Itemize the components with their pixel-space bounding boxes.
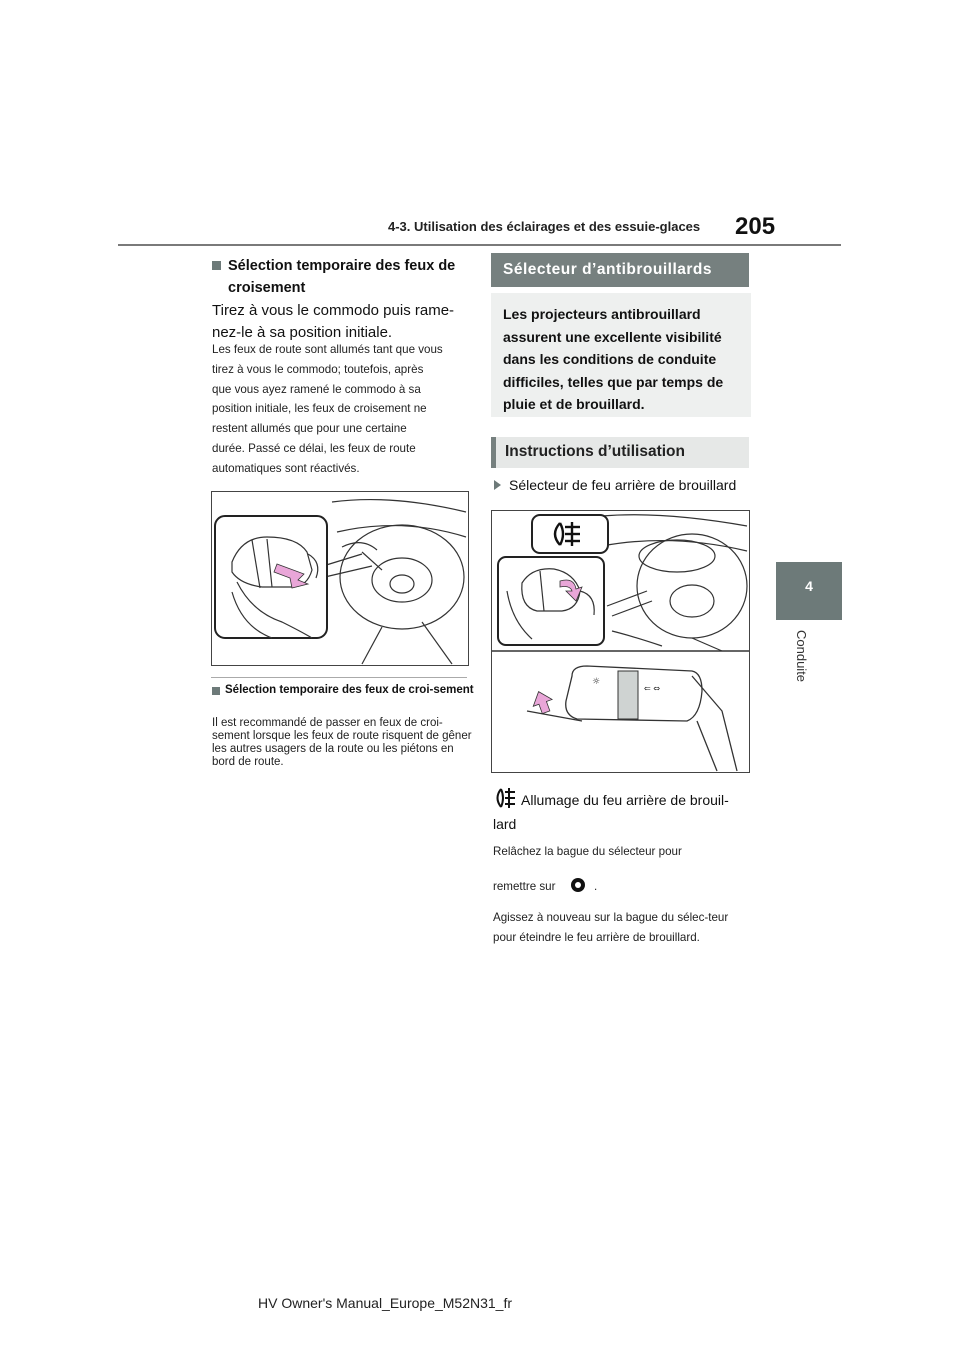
explanation-line: restent allumés que pour une certaine bbox=[212, 422, 407, 436]
note-heading-text: Sélection temporaire des feux de croi-sement bbox=[225, 684, 474, 696]
subsection-heading bbox=[491, 437, 749, 468]
explanation-line: position initiale, les feux de croisement ne bbox=[212, 402, 427, 416]
subsection-accent-bar bbox=[491, 437, 496, 468]
section-divider bbox=[211, 677, 467, 678]
release-ring-text-line2 bbox=[493, 876, 597, 894]
fog-light-description bbox=[493, 787, 763, 810]
header-rule bbox=[118, 244, 841, 246]
turn-off-text: Agissez à nouveau sur la bague du sélec-teur pour éteindre le feu arrière de brouillard. bbox=[493, 911, 729, 944]
svg-text:⇐ ⇔: ⇐ ⇔ bbox=[644, 684, 660, 693]
note-paragraph: Il est recommandé de passer en feux de croi-sement lorsque les feux de route risquent de gêner les autres usagers de la route ou les piétons en bord de route. bbox=[212, 717, 472, 768]
release-ring-text-period: . bbox=[593, 880, 598, 893]
page-number: 205 bbox=[735, 213, 776, 240]
rear-fog-light-icon bbox=[493, 787, 517, 809]
explanation-line: automatiques sont réactivés. bbox=[212, 461, 360, 475]
note-heading bbox=[212, 684, 474, 697]
explanation-line: durée. Passé ce délai, les feux de route bbox=[212, 441, 416, 455]
bullet-text: Sélecteur de feu arrière de brouillard bbox=[509, 477, 737, 493]
square-bullet-icon bbox=[212, 687, 220, 695]
chapter-number: 4 bbox=[805, 578, 813, 594]
running-header-title: 4-3. Utilisation des éclairages et des essuie-glaces bbox=[388, 219, 701, 234]
return-position-icon bbox=[569, 876, 587, 894]
fog-switch-illustration bbox=[491, 510, 750, 773]
chapter-label bbox=[794, 630, 814, 710]
release-ring-text-part: remettre sur bbox=[493, 880, 556, 893]
fog-light-text: Allumage du feu arrière de brouil- bbox=[521, 792, 729, 808]
section-heading-bar bbox=[491, 253, 749, 287]
chapter-label-text: Conduite bbox=[794, 630, 809, 683]
explanation-line: que vous ayez ramené le commodo à sa bbox=[212, 382, 421, 396]
explanation-paragraph bbox=[212, 340, 474, 479]
triangle-bullet-icon bbox=[494, 480, 501, 490]
fog-light-text-continued: lard bbox=[493, 816, 517, 832]
steering-lever-illustration bbox=[211, 491, 469, 666]
intro-text: Les projecteurs antibrouillard assurent une excellente visibilité dans les conditions de conduite difficiles, telles que par temps de pluie et de brouillard. bbox=[503, 306, 724, 412]
release-ring-text: Relâchez la bague du sélecteur pour bbox=[493, 845, 682, 858]
heading-text: Sélection temporaire des feux de croisement bbox=[228, 258, 456, 296]
section-heading-text: Sélecteur d’antibrouillards bbox=[503, 261, 713, 278]
square-bullet-icon bbox=[212, 261, 221, 270]
subsection-heading-text: Instructions d’utilisation bbox=[505, 443, 685, 460]
footer-manual-id: HV Owner's Manual_Europe_M52N31_fr bbox=[258, 1295, 513, 1311]
explanation-line: Les feux de route sont allumés tant que vous bbox=[212, 343, 443, 356]
explanation-line: tirez à vous le commodo; toutefois, après bbox=[212, 362, 424, 376]
svg-text:☼: ☼ bbox=[592, 677, 601, 687]
bullet-rear-fog-switch bbox=[494, 476, 764, 494]
heading-temporary-low-beam bbox=[212, 255, 474, 299]
lead-paragraph: Tirez à vous le commodo puis rame-nez-le à sa position initiale. bbox=[212, 302, 455, 341]
